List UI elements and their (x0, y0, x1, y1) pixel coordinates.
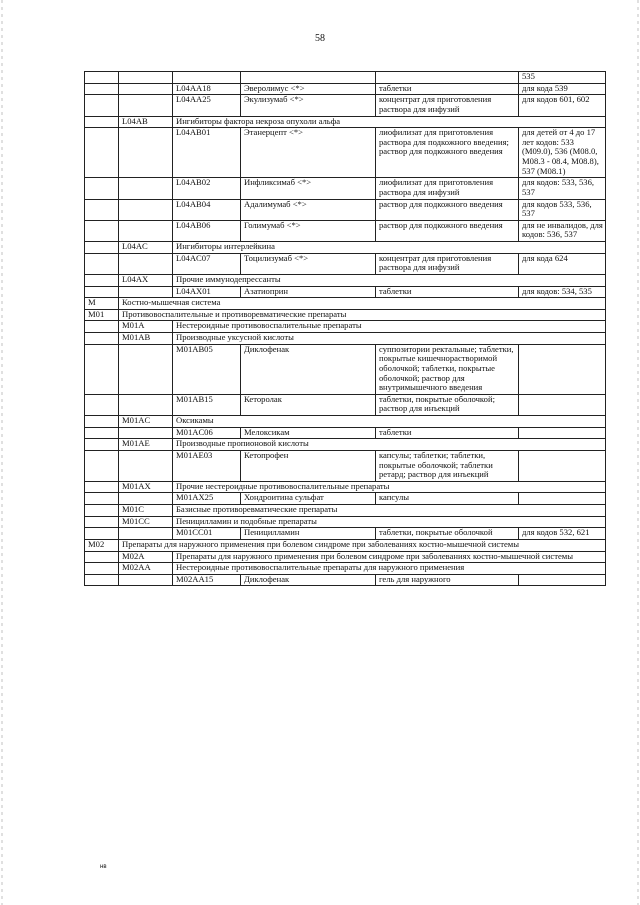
atc-code-cell: L04AB04 (173, 199, 241, 220)
empty-cell (85, 178, 119, 199)
table-row (85, 505, 606, 517)
atc-code-cell: L04AX01 (173, 286, 241, 298)
table-body (85, 72, 606, 586)
note-cell (519, 344, 606, 394)
group-name-cell: Производные уксусной кислоты (173, 333, 606, 345)
section-code-cell: M02 (85, 539, 119, 551)
empty-cell (85, 450, 119, 481)
atc-code-cell: L04AA18 (173, 83, 241, 95)
drug-name-cell: Адалимумаб <*> (241, 199, 376, 220)
group-code-cell: M01CC (119, 516, 173, 528)
empty-cell (376, 72, 519, 84)
dosage-form-cell: раствор для подкожного введения (376, 199, 519, 220)
table-row (85, 574, 606, 586)
note-cell: для кодов: 534, 535 (519, 286, 606, 298)
group-name-cell: Препараты для наружного применения при болевом синдроме при заболеваниях костно-мышечной системы (173, 551, 606, 563)
note-cell: для кодов 601, 602 (519, 95, 606, 116)
empty-cell (119, 427, 173, 439)
empty-cell (85, 516, 119, 528)
table-row (85, 309, 606, 321)
group-code-cell: L04AC (119, 242, 173, 254)
empty-cell (85, 333, 119, 345)
drug-name-cell: Этанерцепт <*> (241, 128, 376, 178)
note-cell: для детей от 4 до 17 лет кодов: 533 (M09.0), 536 (M08.0, M08.3 - 08.4, M08.8), 537 (M08.1) (519, 128, 606, 178)
section-name-cell: Костно-мышечная система (119, 298, 606, 310)
empty-cell (85, 551, 119, 563)
table-row (85, 516, 606, 528)
empty-cell (119, 128, 173, 178)
empty-cell (85, 253, 119, 274)
table-row (85, 274, 606, 286)
dosage-form-cell: концентрат для приготовления раствора для инфузий (376, 253, 519, 274)
drug-name-cell: Диклофенак (241, 344, 376, 394)
note-cell (519, 394, 606, 415)
drug-name-cell: Эверолимус <*> (241, 83, 376, 95)
empty-cell (85, 394, 119, 415)
empty-cell (85, 439, 119, 451)
atc-code-cell: M02AA15 (173, 574, 241, 586)
empty-cell (85, 528, 119, 540)
group-code-cell: M01AC (119, 416, 173, 428)
atc-code-cell: M01AX25 (173, 493, 241, 505)
group-code-cell: M01AX (119, 481, 173, 493)
medication-table (84, 71, 606, 586)
dosage-form-cell: концентрат для приготовления раствора для инфузий (376, 95, 519, 116)
table-row (85, 286, 606, 298)
table-row (85, 128, 606, 178)
table-row (85, 344, 606, 394)
table-row (85, 439, 606, 451)
empty-cell (85, 95, 119, 116)
atc-code-cell: L04AB01 (173, 128, 241, 178)
empty-cell (85, 505, 119, 517)
empty-cell (85, 286, 119, 298)
empty-cell (119, 220, 173, 241)
note-cell: для кода 624 (519, 253, 606, 274)
table-row (85, 563, 606, 575)
empty-cell (241, 72, 376, 84)
empty-cell (85, 321, 119, 333)
section-name-cell: Препараты для наружного применения при болевом синдроме при заболеваниях костно-мышечной системы (119, 539, 606, 551)
table-row (85, 416, 606, 428)
empty-cell (85, 481, 119, 493)
empty-cell (85, 199, 119, 220)
table-row (85, 220, 606, 241)
note-cell (519, 427, 606, 439)
dosage-form-cell: таблетки (376, 286, 519, 298)
drug-name-cell: Экулизумаб <*> (241, 95, 376, 116)
table-row (85, 333, 606, 345)
table-row (85, 178, 606, 199)
empty-cell (119, 178, 173, 199)
group-name-cell: Ингибиторы фактора некроза опухоли альфа (173, 116, 606, 128)
table-row (85, 242, 606, 254)
dosage-form-cell: таблетки, покрытые оболочкой (376, 528, 519, 540)
empty-cell (119, 253, 173, 274)
drug-name-cell: Голимумаб <*> (241, 220, 376, 241)
drug-name-cell: Хондроитина сульфат (241, 493, 376, 505)
drug-name-cell: Кеторолак (241, 394, 376, 415)
section-code-cell: M01 (85, 309, 119, 321)
table-row (85, 394, 606, 415)
group-name-cell: Прочие нестероидные противовоспалительные препараты (173, 481, 606, 493)
group-code-cell: M01A (119, 321, 173, 333)
empty-cell (119, 95, 173, 116)
note-cell: для кода 539 (519, 83, 606, 95)
group-name-cell: Нестероидные противовоспалительные препараты (173, 321, 606, 333)
empty-cell (85, 574, 119, 586)
empty-cell (119, 493, 173, 505)
table-row (85, 72, 606, 84)
empty-cell (85, 427, 119, 439)
empty-cell (119, 574, 173, 586)
empty-cell (85, 128, 119, 178)
group-name-cell: Базисные противоревматические препараты (173, 505, 606, 517)
atc-code-cell: M01AB05 (173, 344, 241, 394)
empty-cell (85, 83, 119, 95)
group-name-cell: Производные пропионовой кислоты (173, 439, 606, 451)
dosage-form-cell: таблетки (376, 83, 519, 95)
atc-code-cell: L04AC07 (173, 253, 241, 274)
table-row (85, 321, 606, 333)
table-row (85, 116, 606, 128)
table-row (85, 298, 606, 310)
drug-name-cell: Инфликсимаб <*> (241, 178, 376, 199)
empty-cell (85, 493, 119, 505)
empty-cell (85, 274, 119, 286)
section-name-cell: Противовоспалительные и противоревматические препараты (119, 309, 606, 321)
empty-cell (85, 416, 119, 428)
empty-cell (119, 528, 173, 540)
drug-name-cell: Пеницилламин (241, 528, 376, 540)
drug-name-cell: Тоцилизумаб <*> (241, 253, 376, 274)
scan-edge-right (637, 0, 639, 905)
table-row (85, 253, 606, 274)
dosage-form-cell: лиофилизат для приготовления раствора для подкожного введения; раствор для подкожного введения (376, 128, 519, 178)
group-name-cell: Ингибиторы интерлейкина (173, 242, 606, 254)
drug-name-cell: Азатиоприн (241, 286, 376, 298)
table-row (85, 481, 606, 493)
drug-name-cell: Диклофенак (241, 574, 376, 586)
empty-cell (119, 286, 173, 298)
empty-cell (85, 116, 119, 128)
dosage-form-cell: капсулы; таблетки; таблетки, покрытые оболочкой; таблетки ретард; раствор для инъекций (376, 450, 519, 481)
group-code-cell: L04AB (119, 116, 173, 128)
table-row (85, 450, 606, 481)
empty-cell (119, 83, 173, 95)
table-row (85, 551, 606, 563)
empty-cell (85, 72, 119, 84)
drug-name-cell: Кетопрофен (241, 450, 376, 481)
group-code-cell: M02AA (119, 563, 173, 575)
note-cell: для кодов 532, 621 (519, 528, 606, 540)
note-cell (519, 574, 606, 586)
table-row (85, 427, 606, 439)
group-code-cell: L04AX (119, 274, 173, 286)
group-code-cell: M01AB (119, 333, 173, 345)
empty-cell (119, 394, 173, 415)
atc-code-cell: M01CC01 (173, 528, 241, 540)
empty-cell (85, 344, 119, 394)
table-row (85, 493, 606, 505)
atc-code-cell: M01AB15 (173, 394, 241, 415)
table-row (85, 199, 606, 220)
table-row (85, 528, 606, 540)
section-code-cell: M (85, 298, 119, 310)
atc-code-cell: M01AC06 (173, 427, 241, 439)
empty-cell (119, 344, 173, 394)
dosage-form-cell: раствор для подкожного введения (376, 220, 519, 241)
atc-code-cell: L04AB06 (173, 220, 241, 241)
dosage-form-cell: капсулы (376, 493, 519, 505)
empty-cell (119, 450, 173, 481)
atc-code-cell: L04AA25 (173, 95, 241, 116)
page-number: 58 (315, 33, 325, 44)
note-cell: 535 (519, 72, 606, 84)
empty-cell (85, 563, 119, 575)
group-name-cell: Оксикамы (173, 416, 606, 428)
table-row (85, 83, 606, 95)
table-row (85, 539, 606, 551)
group-code-cell: M01AE (119, 439, 173, 451)
dosage-form-cell: гель для наружного (376, 574, 519, 586)
empty-cell (119, 72, 173, 84)
table-row (85, 95, 606, 116)
note-cell (519, 493, 606, 505)
group-name-cell: Пеницилламин и подобные препараты (173, 516, 606, 528)
note-cell (519, 450, 606, 481)
note-cell: для кодов: 533, 536, 537 (519, 178, 606, 199)
atc-code-cell: M01AE03 (173, 450, 241, 481)
empty-cell (119, 199, 173, 220)
dosage-form-cell: таблетки, покрытые оболочкой; раствор для инъекций (376, 394, 519, 415)
dosage-form-cell: лиофилизат для приготовления раствора для инфузий (376, 178, 519, 199)
footer-mark: нв (100, 864, 107, 870)
group-name-cell: Нестероидные противовоспалительные препараты для наружного применения (173, 563, 606, 575)
note-cell: для кодов 533, 536, 537 (519, 199, 606, 220)
group-code-cell: M02A (119, 551, 173, 563)
scan-edge-left (1, 0, 3, 905)
note-cell: для не инвалидов, для кодов: 536, 537 (519, 220, 606, 241)
empty-cell (85, 242, 119, 254)
empty-cell (85, 220, 119, 241)
group-code-cell: M01C (119, 505, 173, 517)
group-name-cell: Прочие иммунодепрессанты (173, 274, 606, 286)
dosage-form-cell: суппозитории ректальные; таблетки, покрытые кишечнорастворимой оболочкой; таблетки, покрытые оболочкой; раствор для внутримышечного введения (376, 344, 519, 394)
empty-cell (173, 72, 241, 84)
atc-code-cell: L04AB02 (173, 178, 241, 199)
drug-name-cell: Мелоксикам (241, 427, 376, 439)
dosage-form-cell: таблетки (376, 427, 519, 439)
